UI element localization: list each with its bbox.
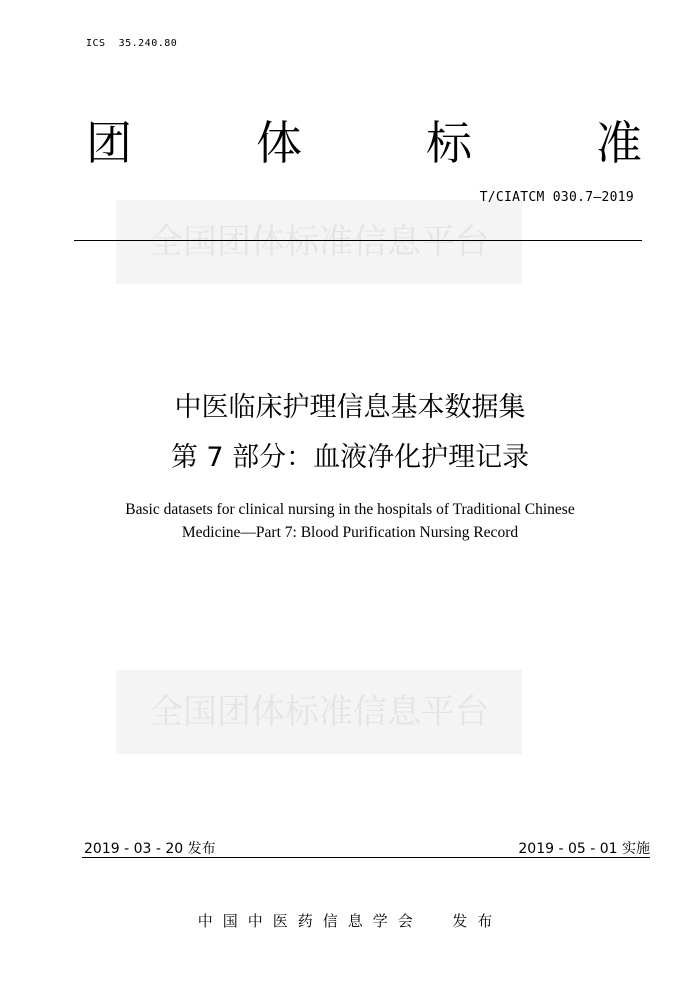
divider-top — [74, 240, 642, 241]
title-char-2: 体 — [256, 116, 302, 170]
chinese-title-line-1: 中医临床护理信息基本数据集 — [174, 392, 526, 423]
divider-bottom — [82, 857, 650, 858]
english-title-line-2: Medicine—Part 7: Blood Purification Nursing Record — [181, 524, 519, 541]
title-char-3: 标 — [426, 116, 472, 170]
title-char-1: 团 — [86, 116, 132, 170]
title-char-4: 准 — [596, 116, 642, 170]
ics-code: ICS 35.240.80 — [86, 38, 178, 49]
publisher: 中国中医药信息学会 发布 — [197, 912, 503, 930]
chinese-title-line-2: 第 7 部分：血液净化护理记录 — [170, 442, 530, 473]
document-type-title — [86, 113, 642, 173]
effective-date: 2019 - 05 - 01 实施 — [518, 841, 650, 857]
watermark-top: 全国团体标准信息平台 — [116, 200, 522, 284]
standard-number: T/CIATCM 030.7—2019 — [479, 190, 634, 205]
issue-date: 2019 - 03 - 20 发布 — [84, 841, 216, 857]
english-title-line-1: Basic datasets for clinical nursing in the hospitals of Traditional Chinese — [125, 501, 575, 518]
watermark-bottom: 全国团体标准信息平台 — [116, 670, 522, 754]
